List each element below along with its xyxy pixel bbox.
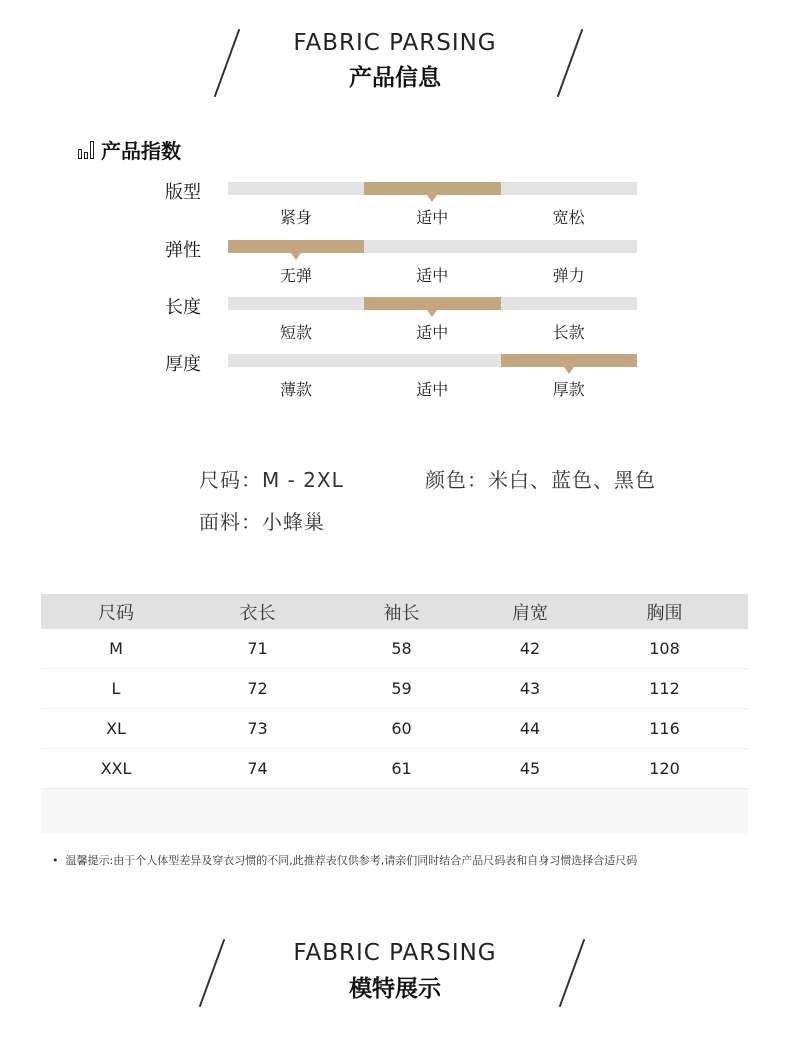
table-cell: 108 [649, 639, 680, 658]
section-title-en: FABRIC PARSING [293, 30, 497, 56]
section-title-cn: 产品信息 [349, 65, 441, 91]
table-cell: 60 [391, 719, 412, 738]
section-title-cn: 模特展示 [349, 976, 441, 1002]
table-cell: XL [106, 719, 126, 738]
table-cell: 74 [247, 759, 268, 778]
table-cell: 45 [519, 759, 541, 778]
table-cell: 61 [391, 759, 412, 778]
table-cell: 71 [247, 639, 268, 658]
table-cell: 59 [391, 679, 412, 698]
header-cell: 尺码 [98, 602, 134, 624]
index-option: 适中 [416, 380, 449, 399]
color-options: 颜色：米白、蓝色、黑色 [425, 468, 656, 492]
section-title-en: FABRIC PARSING [293, 940, 497, 966]
index-option: 短款 [279, 323, 312, 342]
index-selected-marker [501, 354, 637, 367]
table-cell: 73 [247, 719, 268, 738]
size-tip [52, 852, 637, 868]
table-cell: 120 [649, 759, 680, 778]
bar-chart-icon [78, 141, 94, 159]
header-cell: 肩宽 [512, 602, 548, 624]
index-row-label: 长度 [165, 297, 201, 318]
table-row [41, 629, 748, 669]
index-option: 适中 [416, 266, 449, 285]
index-selected-marker [228, 240, 364, 253]
table-cell: 44 [519, 719, 541, 738]
table-row [41, 669, 748, 709]
size-table-header [41, 594, 748, 629]
index-row-label: 厚度 [165, 354, 201, 375]
table-empty-row [41, 789, 748, 833]
index-option: 无弹 [279, 266, 312, 285]
table-cell: 43 [519, 679, 541, 698]
index-selected-marker [364, 297, 500, 310]
fabric-info: 面料：小蜂巢 [199, 510, 325, 534]
index-track [228, 354, 637, 367]
index-track [228, 240, 637, 253]
index-option: 厚款 [552, 380, 585, 399]
index-option: 薄款 [279, 380, 312, 399]
product-index-title: 产品指数 [101, 139, 181, 163]
size-table [41, 594, 748, 833]
table-cell: L [111, 679, 121, 698]
index-track [228, 182, 637, 195]
index-selected-marker [364, 182, 500, 195]
table-cell: 112 [649, 679, 680, 698]
index-track [228, 297, 637, 310]
size-tip-text: 温馨提示:由于个人体型差异及穿衣习惯的不同,此推荐表仅供参考,请亲们同时结合产品尺码表和自身习惯选择合适尺码 [65, 854, 638, 867]
index-option: 适中 [416, 208, 449, 227]
index-option: 宽松 [552, 208, 585, 227]
product-index-heading [78, 135, 181, 164]
table-cell: 58 [391, 639, 412, 658]
table-row [41, 709, 748, 749]
table-cell: 42 [519, 639, 541, 658]
index-option: 紧身 [279, 208, 312, 227]
table-cell: 116 [649, 719, 680, 738]
index-row-label: 版型 [165, 182, 201, 203]
table-row [41, 749, 748, 789]
index-option: 适中 [416, 323, 449, 342]
header-cell: 袖长 [383, 602, 420, 624]
bullet: • [52, 854, 59, 867]
table-cell: XXL [100, 759, 132, 778]
table-cell: 72 [247, 679, 268, 698]
size-range: 尺码：M - 2XL [199, 468, 344, 492]
header-cell: 衣长 [239, 602, 276, 624]
index-option: 弹力 [552, 266, 585, 285]
table-cell: M [109, 639, 123, 658]
header-cell: 胸围 [646, 602, 683, 624]
index-row-label: 弹性 [165, 240, 201, 261]
index-option: 长款 [552, 323, 585, 342]
